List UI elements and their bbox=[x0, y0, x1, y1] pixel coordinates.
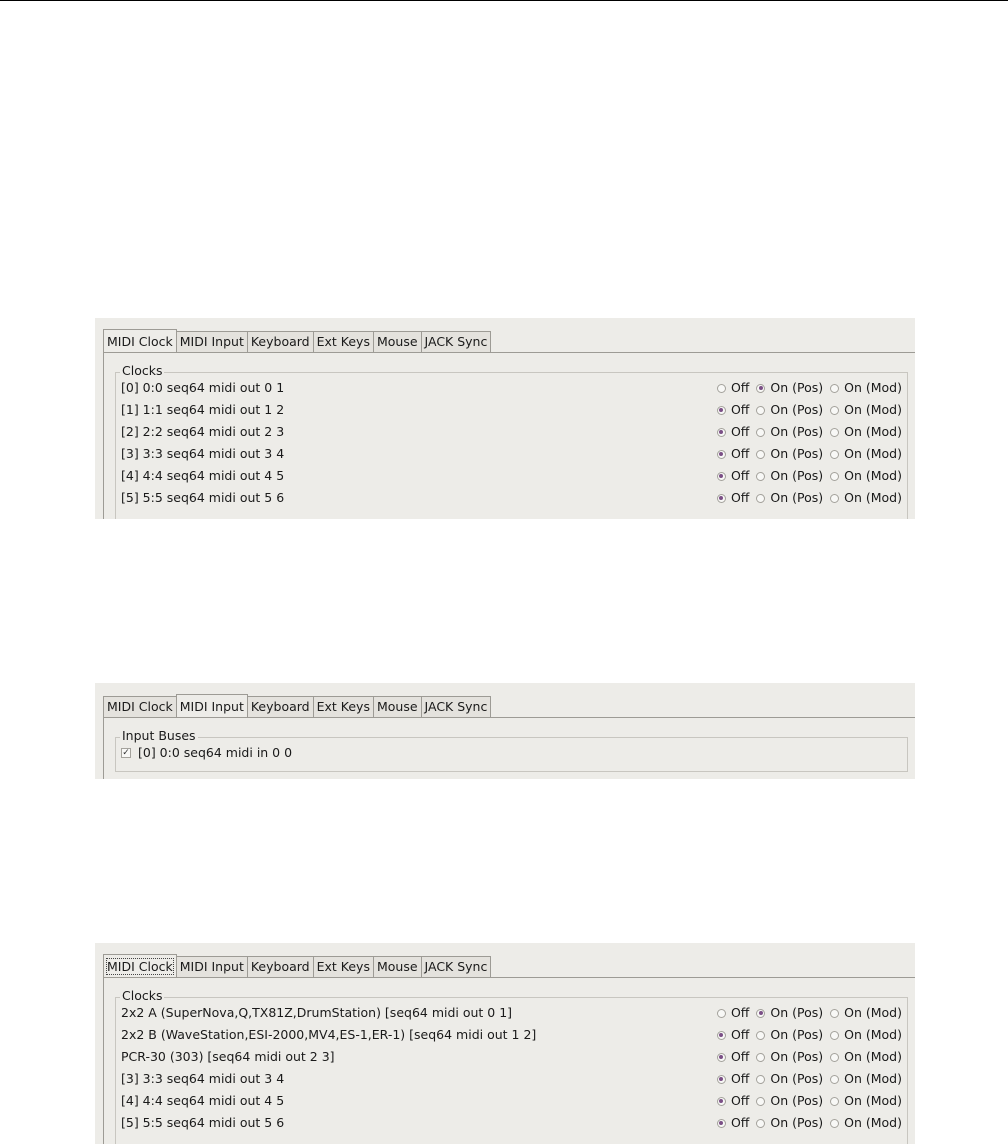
clock-mode-options bbox=[717, 421, 902, 443]
group-title: Input Buses bbox=[122, 728, 196, 743]
clock-on-pos-radio[interactable] bbox=[756, 1031, 765, 1040]
clock-on-mod-label[interactable]: On (Mod) bbox=[844, 402, 902, 417]
clock-mode-options bbox=[717, 1024, 902, 1046]
clock-device-label: [3] 3:3 seq64 midi out 3 4 bbox=[121, 1071, 285, 1086]
clock-mode-options bbox=[717, 1002, 902, 1024]
clock-on-pos-label[interactable]: On (Pos) bbox=[770, 1049, 824, 1064]
group-title: Clocks bbox=[122, 988, 163, 1003]
clock-row bbox=[121, 1002, 902, 1024]
clock-row bbox=[121, 421, 902, 443]
clock-on-mod-radio[interactable] bbox=[830, 1119, 839, 1128]
tab-jack-sync[interactable]: JACK Sync bbox=[421, 696, 492, 717]
clock-on-mod-label[interactable]: On (Mod) bbox=[844, 446, 902, 461]
clock-on-mod-label[interactable]: On (Mod) bbox=[844, 490, 902, 505]
tab-jack-sync[interactable]: JACK Sync bbox=[421, 956, 492, 977]
tab-midi-clock[interactable]: MIDI Clock bbox=[103, 954, 177, 978]
tab-bar bbox=[103, 954, 491, 977]
midi-clock-panel bbox=[95, 318, 915, 519]
midi-input-panel bbox=[95, 683, 915, 779]
tab-keyboard[interactable]: Keyboard bbox=[247, 331, 313, 352]
clock-off-label[interactable]: Off bbox=[730, 1005, 750, 1020]
tab-keyboard[interactable]: Keyboard bbox=[247, 956, 313, 977]
clock-off-label[interactable]: Off bbox=[730, 1071, 750, 1086]
clock-off-radio[interactable] bbox=[717, 1097, 726, 1106]
clock-row bbox=[121, 443, 902, 465]
clock-off-radio[interactable] bbox=[717, 406, 726, 415]
input-bus-checkbox[interactable]: ✓ bbox=[122, 747, 130, 758]
input-bus-row[interactable] bbox=[121, 742, 902, 764]
clock-off-label[interactable]: Off bbox=[730, 402, 750, 417]
input-bus-label: [0] 0:0 seq64 midi in 0 0 bbox=[138, 745, 293, 760]
clock-device-label: [0] 0:0 seq64 midi out 0 1 bbox=[121, 380, 285, 395]
clock-on-pos-radio[interactable] bbox=[756, 1053, 765, 1062]
clock-on-pos-label[interactable]: On (Pos) bbox=[770, 1005, 824, 1020]
clock-off-label[interactable]: Off bbox=[730, 1115, 750, 1130]
clock-on-mod-label[interactable]: On (Mod) bbox=[844, 1093, 902, 1108]
clock-mode-options bbox=[717, 443, 902, 465]
tab-midi-input[interactable]: MIDI Input bbox=[177, 331, 247, 352]
clock-on-mod-label[interactable]: On (Mod) bbox=[844, 1071, 902, 1086]
clock-on-pos-radio[interactable] bbox=[756, 450, 765, 459]
clock-on-pos-radio[interactable] bbox=[756, 472, 765, 481]
clock-off-label[interactable]: Off bbox=[730, 446, 750, 461]
clock-on-mod-label[interactable]: On (Mod) bbox=[844, 468, 902, 483]
clock-on-mod-radio[interactable] bbox=[830, 384, 839, 393]
clock-on-mod-radio[interactable] bbox=[830, 428, 839, 437]
clock-off-label[interactable]: Off bbox=[730, 1093, 750, 1108]
clock-on-pos-radio[interactable] bbox=[756, 406, 765, 415]
clock-on-pos-label[interactable]: On (Pos) bbox=[770, 380, 824, 395]
clocks-group bbox=[115, 988, 908, 1144]
top-border-line bbox=[0, 0, 1008, 1]
clock-on-mod-radio[interactable] bbox=[830, 1031, 839, 1040]
clock-mode-options bbox=[717, 487, 902, 509]
clock-on-mod-radio[interactable] bbox=[830, 450, 839, 459]
clock-off-radio[interactable] bbox=[717, 494, 726, 503]
clock-off-radio[interactable] bbox=[717, 1075, 726, 1084]
clock-off-label[interactable]: Off bbox=[730, 1049, 750, 1064]
clock-row bbox=[121, 377, 902, 399]
tab-midi-input[interactable]: MIDI Input bbox=[176, 694, 248, 718]
clock-on-mod-radio[interactable] bbox=[830, 1075, 839, 1084]
tab-content bbox=[103, 717, 915, 779]
clock-off-label[interactable]: Off bbox=[730, 468, 750, 483]
clock-row bbox=[121, 1068, 902, 1090]
tab-mouse[interactable]: Mouse bbox=[373, 956, 421, 977]
clock-on-mod-label[interactable]: On (Mod) bbox=[844, 1005, 902, 1020]
clock-on-mod-label[interactable]: On (Mod) bbox=[844, 380, 902, 395]
tab-bar bbox=[103, 694, 491, 717]
clock-on-pos-radio[interactable] bbox=[756, 1119, 765, 1128]
clock-on-pos-label[interactable]: On (Pos) bbox=[770, 446, 824, 461]
clock-on-pos-radio[interactable] bbox=[756, 494, 765, 503]
tab-keyboard[interactable]: Keyboard bbox=[248, 696, 313, 717]
clock-device-label: [2] 2:2 seq64 midi out 2 3 bbox=[121, 424, 285, 439]
clock-off-label[interactable]: Off bbox=[730, 490, 750, 505]
clock-off-radio[interactable] bbox=[717, 472, 726, 481]
clock-on-mod-radio[interactable] bbox=[830, 1009, 839, 1018]
tab-content bbox=[103, 977, 915, 1144]
clock-on-pos-radio[interactable] bbox=[756, 384, 765, 393]
clock-off-label[interactable]: Off bbox=[730, 380, 750, 395]
clock-on-mod-radio[interactable] bbox=[830, 1097, 839, 1106]
group-title: Clocks bbox=[122, 363, 163, 378]
clock-on-pos-label[interactable]: On (Pos) bbox=[770, 1093, 824, 1108]
tab-jack-sync[interactable]: JACK Sync bbox=[421, 331, 492, 352]
clock-row bbox=[121, 1090, 902, 1112]
clock-row bbox=[121, 1024, 902, 1046]
tab-mouse[interactable]: Mouse bbox=[373, 331, 421, 352]
clock-on-mod-label[interactable]: On (Mod) bbox=[844, 1027, 902, 1042]
input-buses-group bbox=[115, 728, 908, 772]
clock-off-radio[interactable] bbox=[717, 1053, 726, 1062]
tab-midi-clock[interactable]: MIDI Clock bbox=[103, 696, 176, 717]
clock-off-radio[interactable] bbox=[717, 1119, 726, 1128]
clock-on-pos-label[interactable]: On (Pos) bbox=[770, 1071, 824, 1086]
tab-content bbox=[103, 352, 915, 519]
clock-on-pos-label[interactable]: On (Pos) bbox=[770, 490, 824, 505]
clock-on-pos-radio[interactable] bbox=[756, 1075, 765, 1084]
clock-device-label: [4] 4:4 seq64 midi out 4 5 bbox=[121, 468, 285, 483]
tab-bar bbox=[103, 329, 491, 352]
clock-mode-options bbox=[717, 377, 902, 399]
clock-on-mod-radio[interactable] bbox=[830, 472, 839, 481]
clock-mode-options bbox=[717, 1068, 902, 1090]
clock-off-radio[interactable] bbox=[717, 428, 726, 437]
clock-off-radio[interactable] bbox=[717, 384, 726, 393]
clock-off-label[interactable]: Off bbox=[730, 1027, 750, 1042]
clock-off-radio[interactable] bbox=[717, 450, 726, 459]
clock-device-label: 2x2 A (SuperNova,Q,TX81Z,DrumStation) [seq64 midi out 0 1] bbox=[121, 1005, 513, 1020]
clock-device-label: [5] 5:5 seq64 midi out 5 6 bbox=[121, 490, 285, 505]
clock-on-pos-radio[interactable] bbox=[756, 1097, 765, 1106]
clock-on-pos-label[interactable]: On (Pos) bbox=[770, 402, 824, 417]
clock-mode-options bbox=[717, 399, 902, 421]
clock-mode-options bbox=[717, 1046, 902, 1068]
clock-on-pos-label[interactable]: On (Pos) bbox=[770, 1027, 824, 1042]
clock-on-mod-label[interactable]: On (Mod) bbox=[844, 424, 902, 439]
clock-row bbox=[121, 1046, 902, 1068]
clock-on-pos-radio[interactable] bbox=[756, 1009, 765, 1018]
clock-row bbox=[121, 487, 902, 509]
clock-on-mod-label[interactable]: On (Mod) bbox=[844, 1115, 902, 1130]
clock-row bbox=[121, 399, 902, 421]
tab-midi-input[interactable]: MIDI Input bbox=[177, 956, 247, 977]
clock-device-label: PCR-30 (303) [seq64 midi out 2 3] bbox=[121, 1049, 335, 1064]
clock-on-mod-label[interactable]: On (Mod) bbox=[844, 1049, 902, 1064]
clock-on-mod-radio[interactable] bbox=[830, 406, 839, 415]
tab-ext-keys[interactable]: Ext Keys bbox=[313, 956, 373, 977]
clock-row bbox=[121, 465, 902, 487]
clock-device-label: 2x2 B (WaveStation,ESI-2000,MV4,ES-1,ER-1) [seq64 midi out 1 2] bbox=[121, 1027, 537, 1042]
clock-off-label[interactable]: Off bbox=[730, 424, 750, 439]
clock-device-label: [3] 3:3 seq64 midi out 3 4 bbox=[121, 446, 285, 461]
clock-on-pos-label[interactable]: On (Pos) bbox=[770, 468, 824, 483]
clock-mode-options bbox=[717, 1112, 902, 1134]
clock-on-pos-radio[interactable] bbox=[756, 428, 765, 437]
clock-device-label: [4] 4:4 seq64 midi out 4 5 bbox=[121, 1093, 285, 1108]
tab-ext-keys[interactable]: Ext Keys bbox=[313, 696, 373, 717]
clock-on-pos-label[interactable]: On (Pos) bbox=[770, 1115, 824, 1130]
clock-off-radio[interactable] bbox=[717, 1031, 726, 1040]
clock-off-radio[interactable] bbox=[717, 1009, 726, 1018]
clocks-group bbox=[115, 363, 908, 519]
clock-device-label: [5] 5:5 seq64 midi out 5 6 bbox=[121, 1115, 285, 1130]
clock-on-pos-label[interactable]: On (Pos) bbox=[770, 424, 824, 439]
tab-mouse[interactable]: Mouse bbox=[373, 696, 421, 717]
clock-device-label: [1] 1:1 seq64 midi out 1 2 bbox=[121, 402, 285, 417]
tab-midi-clock[interactable]: MIDI Clock bbox=[103, 329, 177, 353]
midi-clock-panel-named bbox=[95, 943, 915, 1144]
clock-mode-options bbox=[717, 1090, 902, 1112]
clock-row bbox=[121, 1112, 902, 1134]
clock-mode-options bbox=[717, 465, 902, 487]
clock-on-mod-radio[interactable] bbox=[830, 1053, 839, 1062]
tab-ext-keys[interactable]: Ext Keys bbox=[313, 331, 373, 352]
clock-on-mod-radio[interactable] bbox=[830, 494, 839, 503]
